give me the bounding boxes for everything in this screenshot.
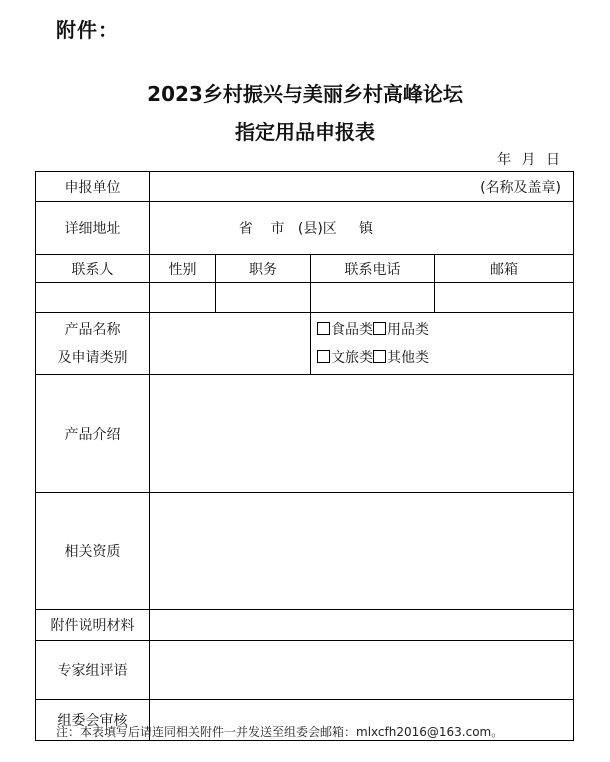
category-goods-checkbox[interactable] xyxy=(373,322,386,335)
contact-label: 联系人 xyxy=(36,255,150,283)
application-form xyxy=(35,171,574,741)
address-field[interactable] xyxy=(150,202,574,255)
phone-field[interactable] xyxy=(311,283,435,313)
product-label-line1: 产品名称 xyxy=(64,321,121,338)
expert-field[interactable] xyxy=(150,641,574,700)
date-line: 年 月 日 xyxy=(497,152,560,168)
footer-note: 注：本表填写后请连同相关附件一并发送至组委会邮箱：mlxcfh2016@163.com。 xyxy=(56,725,504,739)
category-tourism-label: 文旅类 xyxy=(331,349,373,366)
unit-label: 申报单位 xyxy=(36,172,150,202)
row-materials xyxy=(36,610,574,641)
gender-label: 性别 xyxy=(150,255,216,283)
row-product xyxy=(36,313,574,375)
email-label: 邮箱 xyxy=(435,255,574,283)
materials-label: 附件说明材料 xyxy=(36,610,150,641)
page-subtitle: 指定用品申报表 xyxy=(235,120,375,144)
intro-label: 产品介绍 xyxy=(36,375,150,493)
category-food-checkbox[interactable] xyxy=(317,322,330,335)
row-contact-header xyxy=(36,255,574,283)
category-other-label: 其他类 xyxy=(387,349,429,366)
category-options xyxy=(311,313,574,375)
committee-label: 组委会审核 xyxy=(36,700,150,741)
position-label: 职务 xyxy=(216,255,311,283)
materials-field[interactable] xyxy=(150,610,574,641)
qualification-label: 相关资质 xyxy=(36,493,150,610)
row-address xyxy=(36,202,574,255)
unit-hint: (名称及盖章) xyxy=(480,179,561,196)
product-name-field[interactable] xyxy=(150,313,311,375)
address-template: 省 市 (县)区 镇 xyxy=(238,221,374,237)
intro-field[interactable] xyxy=(150,375,574,493)
row-contact-values xyxy=(36,283,574,313)
attachment-label: 附件： xyxy=(56,18,119,42)
address-label: 详细地址 xyxy=(36,202,150,255)
category-tourism-checkbox[interactable] xyxy=(317,350,330,363)
position-field[interactable] xyxy=(216,283,311,313)
row-unit xyxy=(36,172,574,202)
product-label xyxy=(36,313,150,375)
category-goods-label: 用品类 xyxy=(387,321,429,338)
category-food-label: 食品类 xyxy=(331,321,373,338)
email-field[interactable] xyxy=(435,283,574,313)
contact-name-field[interactable] xyxy=(36,283,150,313)
unit-field[interactable] xyxy=(150,172,574,202)
expert-label: 专家组评语 xyxy=(36,641,150,700)
phone-label: 联系电话 xyxy=(311,255,435,283)
row-expert xyxy=(36,641,574,700)
row-intro xyxy=(36,375,574,493)
page-title: 2023乡村振兴与美丽乡村高峰论坛 xyxy=(147,82,463,106)
qualification-field[interactable] xyxy=(150,493,574,610)
category-row-2 xyxy=(317,344,573,372)
category-other-checkbox[interactable] xyxy=(373,350,386,363)
category-row-1 xyxy=(317,316,573,344)
gender-field[interactable] xyxy=(150,283,216,313)
row-qualification xyxy=(36,493,574,610)
product-label-line2: 及申请类别 xyxy=(57,349,128,366)
